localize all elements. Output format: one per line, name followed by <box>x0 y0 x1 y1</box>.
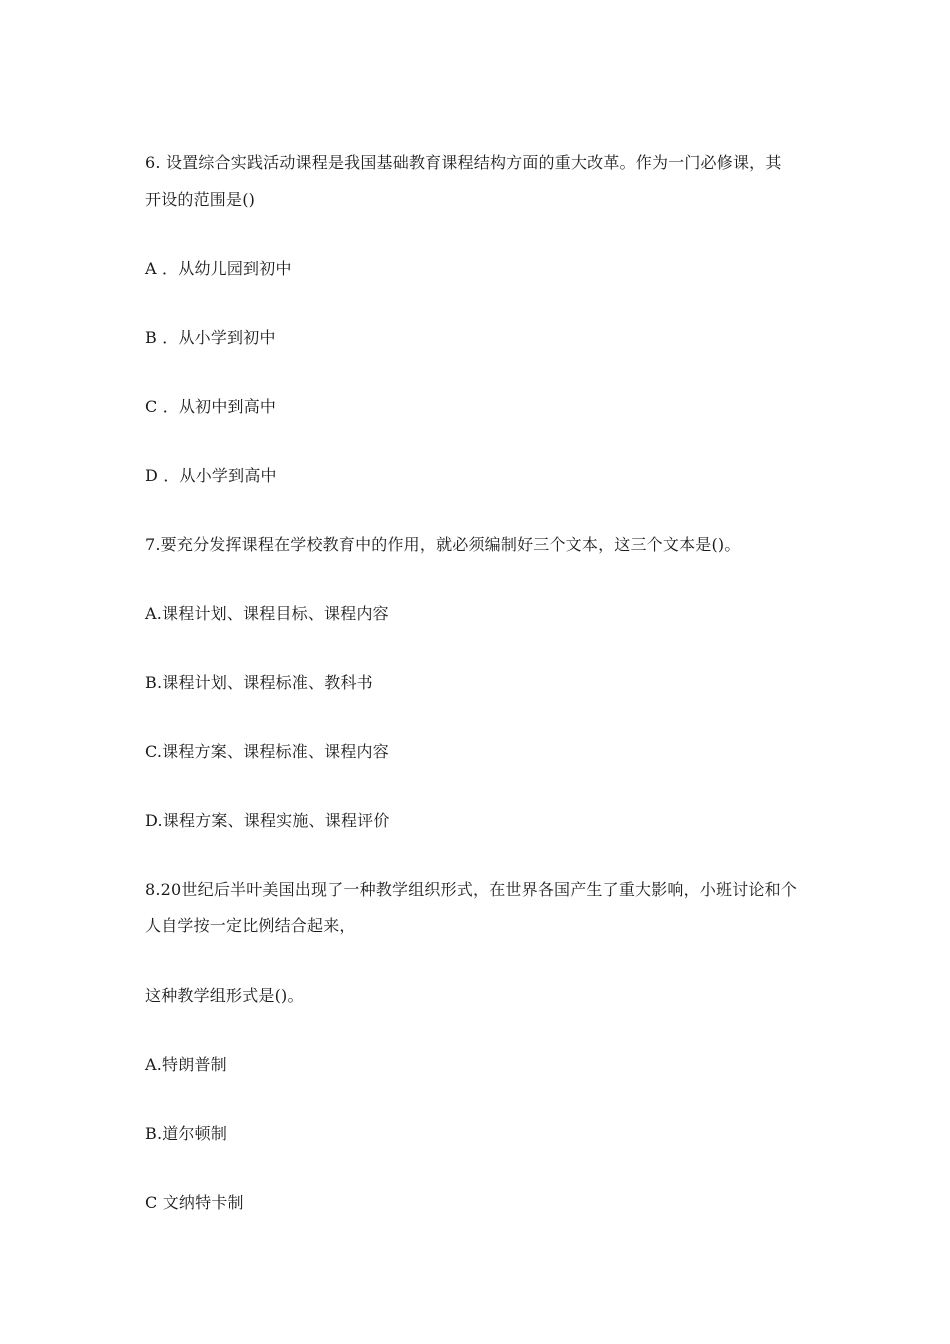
question-8-option-c: C 文纳特卡制 <box>145 1193 244 1212</box>
question-8-stem-line1: 8.20世纪后半叶美国出现了一种教学组织形式，在世界各国产生了重大影响，小班讨论和个 <box>145 880 798 899</box>
question-7-option-c: C.课程方案、课程标准、课程内容 <box>145 742 389 761</box>
question-7-stem: 7.要充分发挥课程在学校教育中的作用，就必须编制好三个文本，这三个文本是()。 <box>145 535 741 554</box>
question-7-option-a: A.课程计划、课程目标、课程内容 <box>145 604 389 623</box>
question-7-option-b: B.课程计划、课程标准、教科书 <box>145 673 373 692</box>
question-6-option-c: C ．从初中到高中 <box>145 397 277 416</box>
question-7-option-d: D.课程方案、课程实施、课程评价 <box>145 811 390 830</box>
question-6-stem-line1: 6. 设置综合实践活动课程是我国基础教育课程结构方面的重大改革。作为一门必修课，其 <box>145 153 782 172</box>
question-8-option-a: A.特朗普制 <box>145 1055 227 1074</box>
question-6-option-a: A ．从幼儿园到初中 <box>145 259 292 278</box>
question-6-stem-line2: 开设的范围是() <box>145 190 256 209</box>
question-8-stem-line3: 这种教学组形式是()。 <box>145 986 304 1005</box>
question-6-option-d: D ．从小学到高中 <box>145 466 277 485</box>
question-8-stem-line2: 人自学按一定比例结合起来， <box>145 916 356 935</box>
question-6-option-b: B ．从小学到初中 <box>145 328 276 347</box>
question-8-option-b: B.道尔顿制 <box>145 1124 228 1143</box>
